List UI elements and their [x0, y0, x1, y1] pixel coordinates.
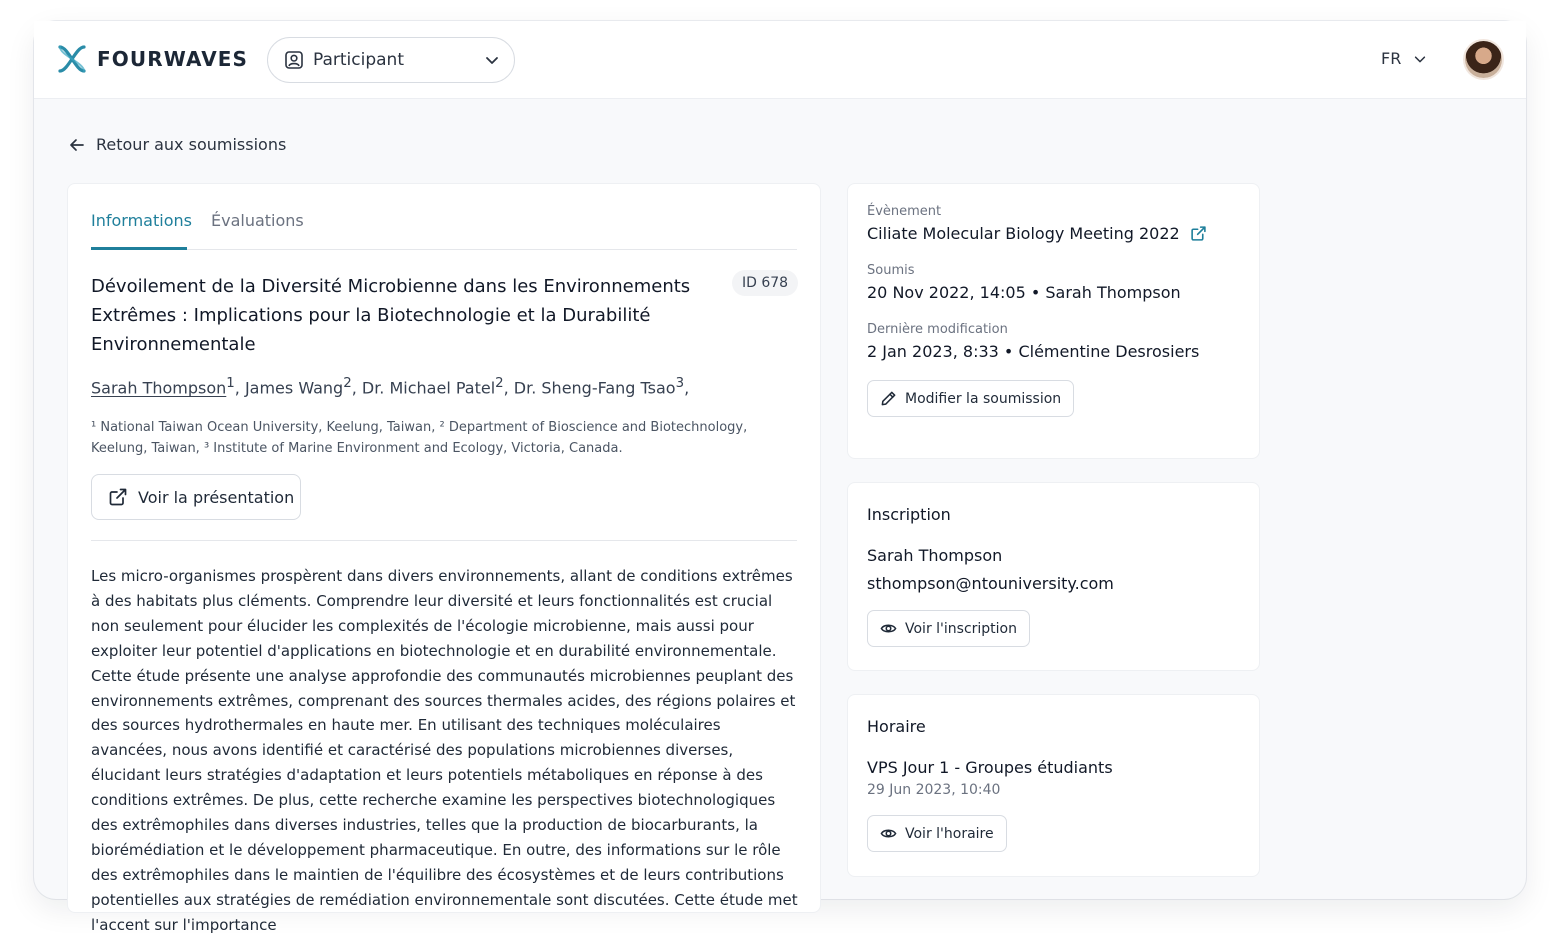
last-modified-label: Dernière modification [867, 322, 1008, 337]
submission-id-badge: ID 678 [732, 270, 798, 296]
submitted-value: 20 Nov 2022, 14:05 • Sarah Thompson [867, 283, 1181, 302]
author-link[interactable]: Sarah Thompson [91, 378, 227, 398]
view-registration-button[interactable] [867, 610, 1030, 647]
view-registration-label: Voir l'inscription [905, 620, 1017, 637]
pencil-icon [880, 390, 897, 407]
app-window [34, 21, 1526, 934]
tab-evaluations[interactable]: Évaluations [211, 211, 304, 230]
submission-card [67, 183, 821, 934]
schedule-session: VPS Jour 1 - Groupes étudiants [867, 758, 1113, 777]
view-presentation-button[interactable] [91, 474, 301, 520]
chevron-down-icon [1413, 52, 1427, 66]
author-list: Sarah Thompson$^1$, James Wang$^2$, Dr. Michael Patel$^2$, Dr. Sheng-Fang Tsao$^3$, [91, 376, 690, 398]
registrant-email: sthompson@ntouniversity.com [867, 574, 1114, 593]
last-modified-value: 2 Jan 2023, 8:33 • Clémentine Desrosiers [867, 342, 1200, 361]
schedule-datetime: 29 Jun 2023, 10:40 [867, 782, 1001, 798]
role-select[interactable] [267, 37, 515, 83]
logo[interactable] [56, 43, 248, 75]
eye-icon [880, 825, 897, 842]
language-value: FR [1381, 49, 1402, 68]
user-badge-icon [284, 50, 304, 70]
back-link-label: Retour aux soumissions [96, 135, 287, 154]
registrant-name: Sarah Thompson [867, 546, 1003, 565]
event-value [867, 224, 1240, 243]
author: James Wang [244, 378, 344, 398]
arrow-left-icon [68, 136, 86, 154]
divider [91, 540, 797, 541]
event-info-card [847, 183, 1260, 459]
view-schedule-label: Voir l'horaire [905, 825, 994, 842]
schedule-title: Horaire [867, 717, 926, 736]
schedule-card [847, 694, 1260, 877]
edit-submission-label: Modifier la soumission [905, 390, 1062, 407]
external-link-icon[interactable] [1190, 225, 1207, 242]
registration-card [847, 482, 1260, 671]
event-name-link[interactable]: Ciliate Molecular Biology Meeting 2022 [867, 224, 1180, 243]
tab-bar [91, 184, 797, 250]
active-tab-indicator [91, 247, 187, 250]
role-select-value: Participant [313, 50, 405, 70]
logo-wordmark: FOURWAVES [97, 47, 249, 71]
language-select[interactable] [1381, 49, 1427, 68]
fourwaves-logo-icon [56, 43, 88, 75]
eye-icon [880, 620, 897, 637]
event-label: Évènement [867, 204, 942, 219]
top-bar [34, 21, 1526, 99]
author: Dr. Michael Patel [361, 378, 496, 398]
tab-informations[interactable]: Informations [91, 211, 192, 230]
author: Dr. Sheng-Fang Tsao [513, 378, 676, 398]
external-link-icon [108, 487, 128, 507]
edit-submission-button[interactable] [867, 380, 1074, 417]
affiliations: ¹ National Taiwan Ocean University, Keelung, Taiwan, ² Department of Bioscience and Biotechnology, Keelung, Taiwan, ³ Institute of Marine Environment and Ecology, Victoria, Canada. [91, 420, 748, 456]
view-schedule-button[interactable] [867, 815, 1007, 852]
registration-title: Inscription [867, 505, 951, 524]
chevron-down-icon [484, 52, 500, 68]
view-presentation-label: Voir la présentation [138, 487, 295, 507]
user-avatar[interactable] [1465, 41, 1502, 78]
abstract-text: Les micro-organismes prospèrent dans divers environnements, allant de conditions extrêmes à des habitats plus cléments. Comprendre leur diversité et leurs fonctionnalités est crucial non seulement pour élucider les complexités de l'écologie microbienne, mais aussi pour exploiter leur potentiel d'applications en biotechnologie et en durabilité environnementale. Cette étude présente une analyse approfondie des communautés microbiennes peuplant des environnements extrêmes, comprenant des sources thermales acides, des régions polaires et des sources hydrothermales en haute mer. En utilisant des techniques moléculaires avancées, nous avons identifié et caractérisé des populations microbiennes diverses, élucidant leurs stratégies d'adaptation et leurs potentiels métaboliques en réponse à des conditions extrêmes. De plus, cette recherche examine les perspectives biotechnologiques des extrêmophiles dans diverses industries, telles que la production de biocarburants, la biorémédiation et le développement pharmaceutique. En outre, des informations sur le rôle des extrêmophiles dans le maintien de l'équilibre des écosystèmes et de leurs contributions potentielles aux stratégies de remédiation environnementale sont discutées. Cette étude met l'accent sur l'importance [91, 567, 798, 934]
submitted-label: Soumis [867, 263, 915, 278]
back-to-submissions-link[interactable] [68, 135, 286, 154]
submission-title: Dévoilement de la Diversité Microbienne dans les Environnements Extrêmes : Implications pour la Biotechnologie et la Durabilité Environnementale [91, 276, 691, 355]
